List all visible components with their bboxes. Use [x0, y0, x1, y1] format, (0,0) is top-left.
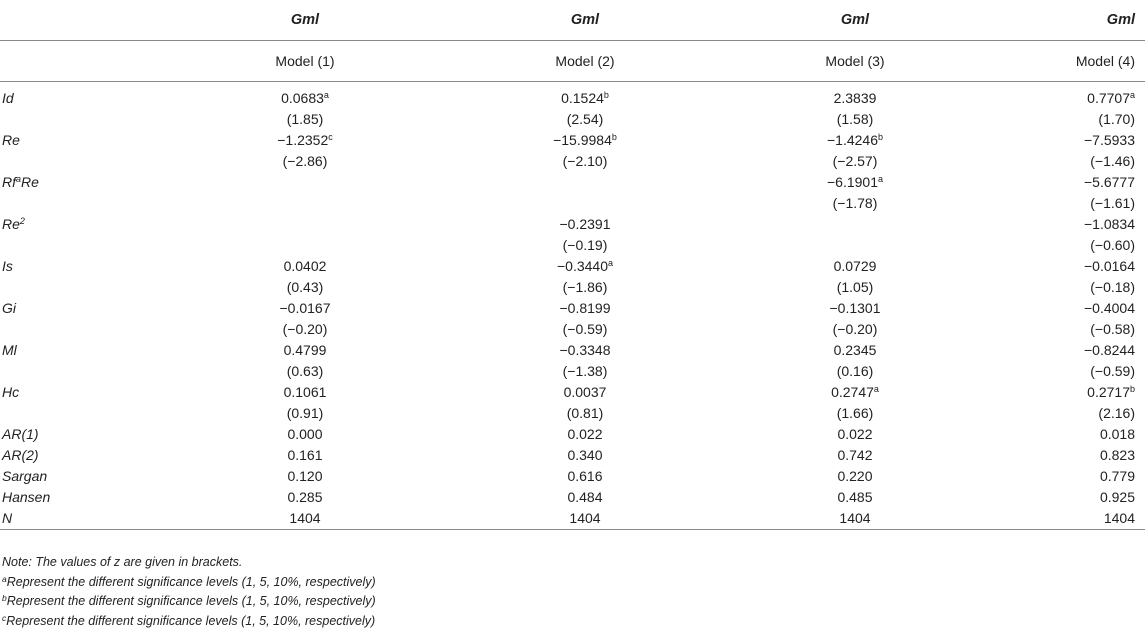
coefficient-value: −0.0167: [279, 300, 331, 316]
coefficient-cell: [160, 82, 450, 110]
coefficient-cell: [990, 82, 1145, 110]
z-value-row: [0, 277, 1145, 298]
z-value-cell: (−0.19): [562, 237, 608, 253]
coefficient-cell: [160, 298, 450, 319]
variable-label: [0, 340, 160, 361]
footnote-mark: a: [2, 573, 7, 584]
variable-name: Gi: [2, 300, 16, 316]
coefficient-value: −0.8199: [559, 300, 611, 316]
z-value-cell: [160, 193, 450, 214]
coefficient-value: −0.3348: [559, 342, 611, 358]
variable-superscript: a: [16, 174, 22, 184]
z-value-cell: (0.16): [836, 363, 874, 379]
coefficient-cell: [160, 340, 450, 361]
variable-label: [0, 214, 160, 235]
coefficient-value: 0.4799: [283, 342, 327, 358]
footnote-mark: c: [2, 612, 7, 623]
footnote-b: [2, 592, 376, 612]
significance-mark: b: [877, 132, 883, 142]
variable-name: Is: [2, 258, 13, 274]
coefficient-value: −1.4246: [826, 132, 878, 148]
variable-label: [0, 256, 160, 277]
variable-name: Id: [2, 90, 14, 106]
coefficient-cell: [990, 256, 1145, 277]
variable-label: [0, 82, 160, 110]
coefficient-value: 0.0683: [281, 90, 324, 106]
statistic-value: 0.485: [837, 489, 873, 505]
significance-mark: c: [328, 132, 333, 142]
statistic-label: N: [0, 508, 160, 530]
coefficient-value: −0.0164: [1084, 258, 1135, 274]
z-value-cell: (1.05): [836, 279, 874, 295]
coefficient-cell: [990, 382, 1145, 403]
coefficient-cell: [450, 130, 720, 151]
stub-header: [0, 0, 160, 41]
coefficient-row: [0, 340, 1145, 361]
variable-label: [0, 172, 160, 193]
z-value-cell: (1.85): [286, 111, 324, 127]
z-value-row: [0, 361, 1145, 382]
variable-label: [0, 382, 160, 403]
dependent-variable-4: Gml: [1106, 12, 1135, 28]
z-value-cell: (−0.20): [282, 321, 328, 337]
coefficient-cell: [720, 298, 990, 319]
coefficient-value: −6.1901: [826, 174, 878, 190]
coefficient-value: 0.1524: [561, 90, 604, 106]
variable-name: Rf: [2, 174, 16, 190]
empty-stub: [0, 151, 160, 172]
z-value-cell: (−0.20): [832, 321, 878, 337]
coefficient-cell: [990, 214, 1145, 235]
stub-header-2: [0, 41, 160, 82]
model-label-1: Model (1): [160, 41, 450, 82]
model-label-2: Model (2): [450, 41, 720, 82]
statistic-row: [0, 424, 1145, 445]
coefficient-value: −15.9984: [553, 132, 612, 148]
statistic-value: 1404: [450, 508, 720, 530]
z-value-cell: (0.63): [286, 363, 324, 379]
z-value-cell: (−2.86): [282, 153, 328, 169]
empty-stub: [0, 235, 160, 256]
coefficient-cell: [450, 172, 720, 193]
variable-name: Re: [2, 216, 20, 232]
empty-stub: [0, 361, 160, 382]
empty-stub: [0, 319, 160, 340]
empty-stub: [0, 109, 160, 130]
statistic-value: 0.220: [837, 468, 873, 484]
coefficient-cell: [160, 256, 450, 277]
statistic-value: 0.285: [287, 489, 323, 505]
statistic-label: AR(1): [2, 426, 39, 442]
coefficient-value: 0.0402: [283, 258, 327, 274]
variable-label: [0, 298, 160, 319]
z-value-row: [0, 235, 1145, 256]
z-value-cell: (−1.61): [1090, 195, 1135, 211]
z-value-cell: (−2.57): [832, 153, 878, 169]
statistic-value: 0.161: [287, 447, 323, 463]
z-value-row: [0, 109, 1145, 130]
coefficient-cell: [990, 298, 1145, 319]
z-value-cell: (−0.59): [562, 321, 608, 337]
coefficient-cell: [160, 382, 450, 403]
footnote-a: [2, 573, 376, 593]
statistic-row: [0, 508, 1145, 530]
variable-name: Hc: [2, 384, 20, 400]
coefficient-value: 0.2345: [833, 342, 877, 358]
variable-label: [0, 130, 160, 151]
z-value-cell: (−0.58): [1090, 321, 1135, 337]
z-value-cell: [160, 235, 450, 256]
footnote-text: Represent the different significance levels (1, 5, 10%, respectively): [6, 594, 376, 608]
coefficient-row: [0, 256, 1145, 277]
statistic-value: 0.022: [567, 426, 603, 442]
statistic-label: AR(2): [2, 447, 39, 463]
significance-mark: b: [1129, 384, 1135, 394]
statistic-value: 1404: [990, 508, 1145, 530]
footnote-text: Represent the different significance levels (1, 5, 10%, respectively): [6, 613, 376, 628]
z-value-cell: (−0.59): [1090, 363, 1135, 379]
statistic-value: 0.779: [1099, 468, 1135, 484]
z-value-cell: (0.43): [286, 279, 324, 295]
coefficient-cell: [160, 130, 450, 151]
z-value-cell: [720, 235, 990, 256]
footnote-mark: b: [2, 593, 7, 603]
coefficient-value: −1.2352: [277, 132, 329, 148]
z-value-cell: (2.54): [566, 111, 604, 127]
coefficient-cell: [450, 256, 720, 277]
statistic-value: 0.000: [287, 426, 323, 442]
model-header-row: [0, 41, 1145, 82]
coefficient-row: [0, 172, 1145, 193]
coefficient-value: 0.1061: [283, 384, 327, 400]
significance-mark: a: [607, 258, 613, 268]
significance-mark: a: [1129, 90, 1135, 100]
z-value-cell: (−1.78): [832, 195, 878, 211]
statistic-value: 1404: [160, 508, 450, 530]
variable-name: Ml: [2, 342, 17, 358]
coefficient-row: [0, 82, 1145, 110]
coefficient-value: 0.0729: [833, 258, 877, 274]
coefficient-value: −0.1301: [829, 300, 881, 316]
dependent-variable-row: [0, 0, 1145, 41]
statistic-value: 0.340: [567, 447, 603, 463]
statistic-value: 0.616: [567, 468, 603, 484]
coefficient-cell: [450, 214, 720, 235]
coefficient-cell: [990, 340, 1145, 361]
note-main: Note: The values of z are given in brackets.: [2, 555, 243, 569]
variable-name: Re: [2, 132, 20, 148]
coefficient-value: −5.6777: [1084, 174, 1135, 190]
coefficient-cell: [720, 256, 990, 277]
coefficient-cell: [160, 172, 450, 193]
coefficient-row: [0, 298, 1145, 319]
coefficient-cell: [720, 214, 990, 235]
statistic-row: [0, 445, 1145, 466]
dependent-variable-2: Gml: [570, 12, 600, 28]
statistic-value: 0.120: [287, 468, 323, 484]
z-value-cell: (1.58): [836, 111, 874, 127]
coefficient-cell: [720, 340, 990, 361]
variable-name-suffix: Re: [21, 174, 39, 190]
z-value-cell: (1.70): [1098, 111, 1135, 127]
empty-stub: [0, 193, 160, 214]
coefficient-cell: [160, 214, 450, 235]
z-value-row: [0, 193, 1145, 214]
empty-stub: [0, 277, 160, 298]
coefficient-value: 0.7707: [1087, 90, 1130, 106]
statistic-row: [0, 487, 1145, 508]
statistic-value: 0.742: [837, 447, 873, 463]
coefficient-value: 0.0037: [563, 384, 607, 400]
variable-superscript: 2: [19, 216, 25, 226]
statistic-row: [0, 466, 1145, 487]
significance-mark: a: [877, 174, 883, 184]
model-label-3: Model (3): [720, 41, 990, 82]
coefficient-cell: [450, 340, 720, 361]
z-value-cell: (−1.38): [562, 363, 608, 379]
coefficient-value: −7.5933: [1084, 132, 1135, 148]
empty-stub: [0, 403, 160, 424]
statistic-value: 0.018: [1099, 426, 1135, 442]
z-value-cell: (−1.46): [1090, 153, 1135, 169]
coefficient-value: 2.3839: [833, 90, 877, 106]
coefficient-cell: [450, 82, 720, 110]
coefficient-value: −0.8244: [1084, 342, 1135, 358]
significance-mark: b: [603, 90, 609, 100]
z-value-row: [0, 151, 1145, 172]
z-value-row: [0, 403, 1145, 424]
z-value-cell: (2.16): [1098, 405, 1135, 421]
dependent-variable-1: Gml: [290, 12, 320, 28]
z-value-cell: (0.91): [286, 405, 324, 421]
coefficient-row: [0, 382, 1145, 403]
table-body: [0, 82, 1145, 530]
coefficient-cell: [720, 172, 990, 193]
statistic-value: 0.022: [837, 426, 873, 442]
coefficient-cell: [990, 172, 1145, 193]
footnote-c: [2, 612, 376, 632]
z-value-cell: [450, 193, 720, 214]
coefficient-row: [0, 214, 1145, 235]
footnote-text: Represent the different significance levels (1, 5, 10%, respectively): [6, 574, 376, 589]
coefficient-cell: [720, 82, 990, 110]
z-value-cell: (0.81): [566, 405, 604, 421]
statistic-value: 1404: [720, 508, 990, 530]
coefficient-value: 0.2717: [1087, 384, 1130, 400]
coefficient-row: [0, 130, 1145, 151]
statistic-label: Hansen: [2, 489, 51, 505]
coefficient-value: 0.2747: [831, 384, 874, 400]
coefficient-cell: [450, 298, 720, 319]
z-value-cell: (−0.60): [1090, 237, 1135, 253]
coefficient-value: −1.0834: [1084, 216, 1135, 232]
statistic-value: 0.484: [567, 489, 603, 505]
significance-mark: a: [323, 90, 329, 100]
dependent-variable-3: Gml: [840, 12, 870, 28]
coefficient-value: −0.2391: [559, 216, 611, 232]
coefficient-cell: [720, 382, 990, 403]
z-value-cell: (−0.18): [1090, 279, 1135, 295]
z-value-cell: (1.66): [836, 405, 874, 421]
table-notes: [2, 553, 376, 631]
coefficient-cell: [450, 382, 720, 403]
coefficient-cell: [720, 130, 990, 151]
coefficient-value: −0.4004: [1084, 300, 1135, 316]
statistic-value: 0.925: [1099, 489, 1135, 505]
significance-mark: b: [611, 132, 617, 142]
z-value-cell: (−1.86): [562, 279, 608, 295]
coefficient-cell: [990, 130, 1145, 151]
model-label-4: Model (4): [990, 41, 1145, 82]
statistic-label: Sargan: [2, 468, 48, 484]
statistic-value: 0.823: [1099, 447, 1135, 463]
z-value-row: [0, 319, 1145, 340]
significance-mark: a: [873, 384, 879, 394]
coefficient-value: −0.3440: [556, 258, 608, 274]
z-value-cell: (−2.10): [562, 153, 608, 169]
